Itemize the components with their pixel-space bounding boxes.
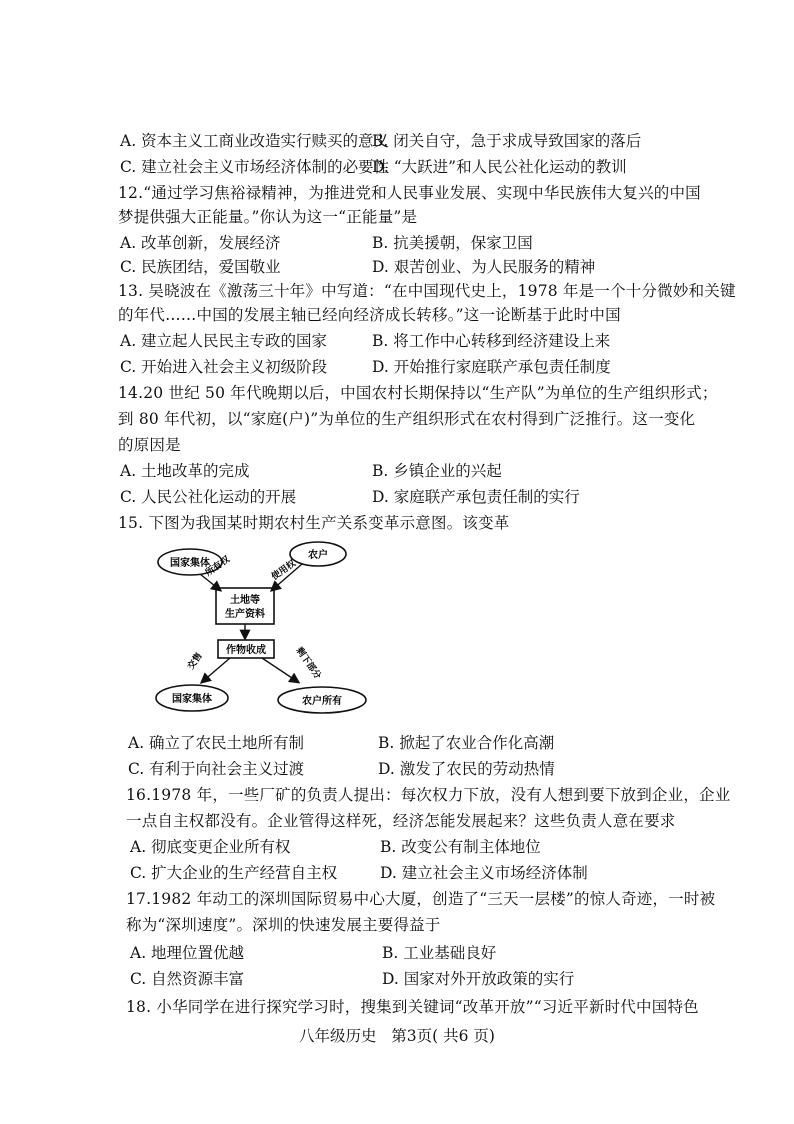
hand-in-label: 交售 <box>186 651 205 672</box>
q12-option-b: B. 抗美援朝，保家卫国 <box>372 234 533 252</box>
farmer-owned-label: 农户所有 <box>302 696 342 707</box>
q14-option-c: C. 人民公社化运动的开展 <box>120 488 297 506</box>
q14-stem-line1: 14.20 世纪 50 年代晚期以后，中国农村长期保持以“生产队”为单位的生产组织形式； <box>118 384 718 402</box>
q15-option-c: C. 有利于向社会主义过渡 <box>128 760 305 778</box>
q13-option-d: D. 开始推行家庭联产承包责任制度 <box>372 358 611 376</box>
q16-option-d: D. 建立社会主义市场经济体制 <box>380 864 588 882</box>
state-collective-label-bottom: 国家集体 <box>172 694 212 705</box>
state-collective-label-top: 国家集体 <box>170 558 210 569</box>
crop-harvest-label: 作物收成 <box>226 645 266 656</box>
q14-stem-line3: 的原因是 <box>118 436 181 454</box>
q16-stem-line1: 16.1978 年，一些厂矿的负责人提出：每次权力下放，没有人想到要下放到企业，企业 <box>126 786 731 804</box>
q13-stem-line1: 13. 吴晓波在《激荡三十年》中写道：“在中国现代史上，1978 年是一个十分微妙和关键 <box>118 282 736 300</box>
q12-stem-line1: 12.“通过学习焦裕禄精神，为推进党和人民事业发展、实现中华民族伟大复兴的中国 <box>118 184 701 202</box>
q11-option-a: A. 资本主义工商业改造实行赎买的意义 <box>120 132 390 150</box>
farmer-household-label: 农户 <box>308 550 328 561</box>
q15-option-b: B. 掀起了农业合作化高潮 <box>378 734 555 752</box>
q12-option-d: D. 艰苦创业、为人民服务的精神 <box>372 258 596 276</box>
q14-option-b: B. 乡镇企业的兴起 <box>372 462 502 480</box>
q17-stem-line1: 17.1982 年动工的深圳国际贸易中心大厦，创造了“三天一层楼”的惊人奇迹，一时被 <box>126 890 716 908</box>
q13-option-b: B. 将工作中心转移到经济建设上来 <box>372 332 611 350</box>
remaining-arrow <box>262 658 298 682</box>
q15-stem: 15. 下图为我国某时期农村生产关系变革示意图。该变革 <box>118 514 510 532</box>
q15-diagram <box>150 540 390 720</box>
q12-stem-line2: 梦提供强大正能量。”你认为这一“正能量”是 <box>118 208 418 226</box>
q11-option-d: D. “大跃进”和人民公社化运动的教训 <box>372 158 627 176</box>
q16-stem-line2: 一点自主权都没有。企业管得这样死，经济怎能发展起来？这些负责人意在要求 <box>126 812 676 830</box>
q14-stem-line2: 到 80 年代初，以“家庭(户)”为单位的生产组织形式在农村得到广泛推行。这一变化 <box>118 410 696 428</box>
q18-stem-line1: 18. 小华同学在进行探究学习时，搜集到关键词“改革开放”“习近平新时代中国特色 <box>126 998 699 1016</box>
q16-option-c: C. 扩大企业的生产经营自主权 <box>130 864 338 882</box>
q17-stem-line2: 称为“深圳速度”。深圳的快速发展主要得益于 <box>126 916 441 934</box>
q14-option-a: A. 土地改革的完成 <box>120 462 250 480</box>
q17-option-a: A. 地理位置优越 <box>130 944 245 962</box>
land-label-line1: 土地等 <box>230 595 260 606</box>
land-label-line2: 生产资料 <box>225 609 265 620</box>
q17-option-b: B. 工业基础良好 <box>382 944 497 962</box>
page-footer: 八年级历史 第3页( 共6 页) <box>299 1027 495 1045</box>
use-right-label: 使用权 <box>269 558 298 583</box>
q13-option-a: A. 建立起人民民主专政的国家 <box>120 332 328 350</box>
q11-option-c: C. 建立社会主义市场经济体制的必要性 <box>120 158 390 176</box>
q14-option-d: D. 家庭联产承包责任制的实行 <box>372 488 580 506</box>
q17-option-c: C. 自然资源丰富 <box>130 970 245 988</box>
q12-option-c: C. 民族团结，爱国敬业 <box>120 258 281 276</box>
q12-option-a: A. 改革创新，发展经济 <box>120 234 281 252</box>
q16-option-b: B. 改变公有制主体地位 <box>380 838 541 856</box>
q15-option-a: A. 确立了农民土地所有制 <box>128 734 305 752</box>
remaining-label: 剩下部分 <box>293 645 323 682</box>
ownership-label: 所有权 <box>203 554 232 579</box>
q15-option-d: D. 激发了农民的劳动热情 <box>378 760 555 778</box>
q11-option-b: B. 闭关自守，急于求成导致国家的落后 <box>372 132 642 150</box>
q13-stem-line2: 的年代……中国的发展主轴已经向经济成长转移。”这一论断基于此时中国 <box>118 306 621 324</box>
q16-option-a: A. 彻底变更企业所有权 <box>130 838 291 856</box>
hand-in-arrow <box>202 658 230 682</box>
q13-option-c: C. 开始进入社会主义初级阶段 <box>120 358 328 376</box>
q17-option-d: D. 国家对外开放政策的实行 <box>382 970 575 988</box>
